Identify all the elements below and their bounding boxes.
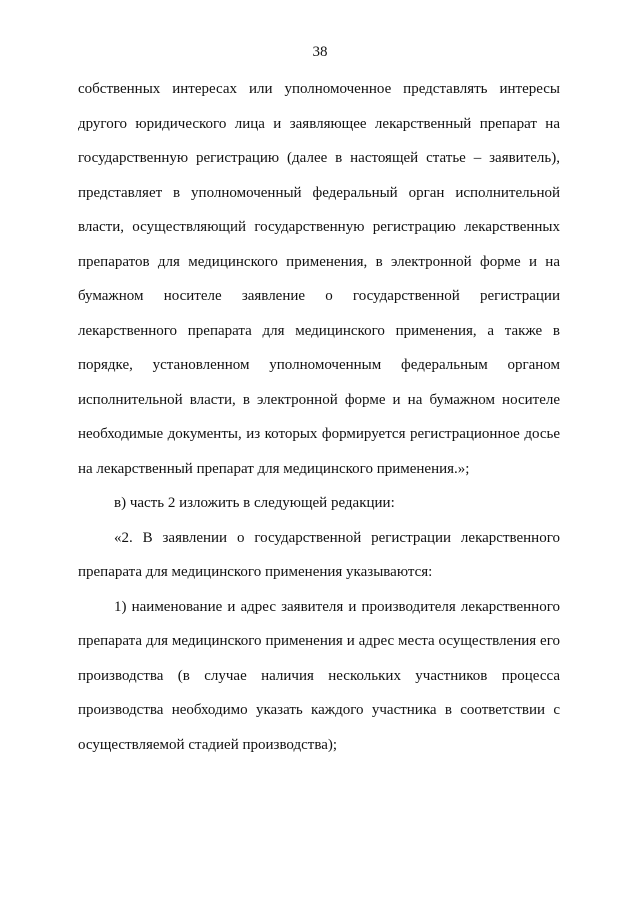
text-line: необходимые документы, из которых формируется регистрационное досье [78,426,560,442]
paragraph-start-line: 1) наименование и адрес заявителя и производителя лекарственного [114,598,560,615]
text-line: препарата для медицинского применения указываются: [78,564,433,580]
text-line: осуществляемой стадией производства); [78,736,338,753]
text-line: производства (в случае наличия нескольких участников процесса [78,667,560,684]
text-line: препаратов для медицинского применения, в электронной форме и на [78,253,560,270]
text-line: препарата для медицинского применения и адрес места осуществления его [78,633,560,649]
text-line: власти, осуществляющий государственную регистрацию лекарственных [78,219,560,235]
text-line: бумажном носителе заявление о государственной регистрации [78,288,560,304]
text-line: производства необходимо указать каждого участника в соответствии с [78,702,560,718]
text-line: собственных интересах или уполномоченное представлять интересы [78,81,560,97]
text-line: порядке, установленном уполномоченным федеральным органом [78,357,560,373]
paragraph-start-line: «2. В заявлении о государственной регистрации лекарственного [114,529,560,546]
text-line: государственную регистрацию (далее в настоящей статье – заявитель), [78,150,560,166]
text-line: лекарственного препарата для медицинского применения, а также в [78,322,560,339]
paragraph-start-line: в) часть 2 изложить в следующей редакции: [114,495,395,511]
body-text [78,75,560,765]
text-line: представляет в уполномоченный федеральный орган исполнительной [78,184,560,201]
text-line: на лекарственный препарат для медицинского применения.»; [78,460,470,477]
text-line: исполнительной власти, в электронной форме и на бумажном носителе [78,391,560,408]
page-number: 38 [312,44,328,60]
text-line: другого юридического лица и заявляющее лекарственный препарат на [78,115,560,132]
